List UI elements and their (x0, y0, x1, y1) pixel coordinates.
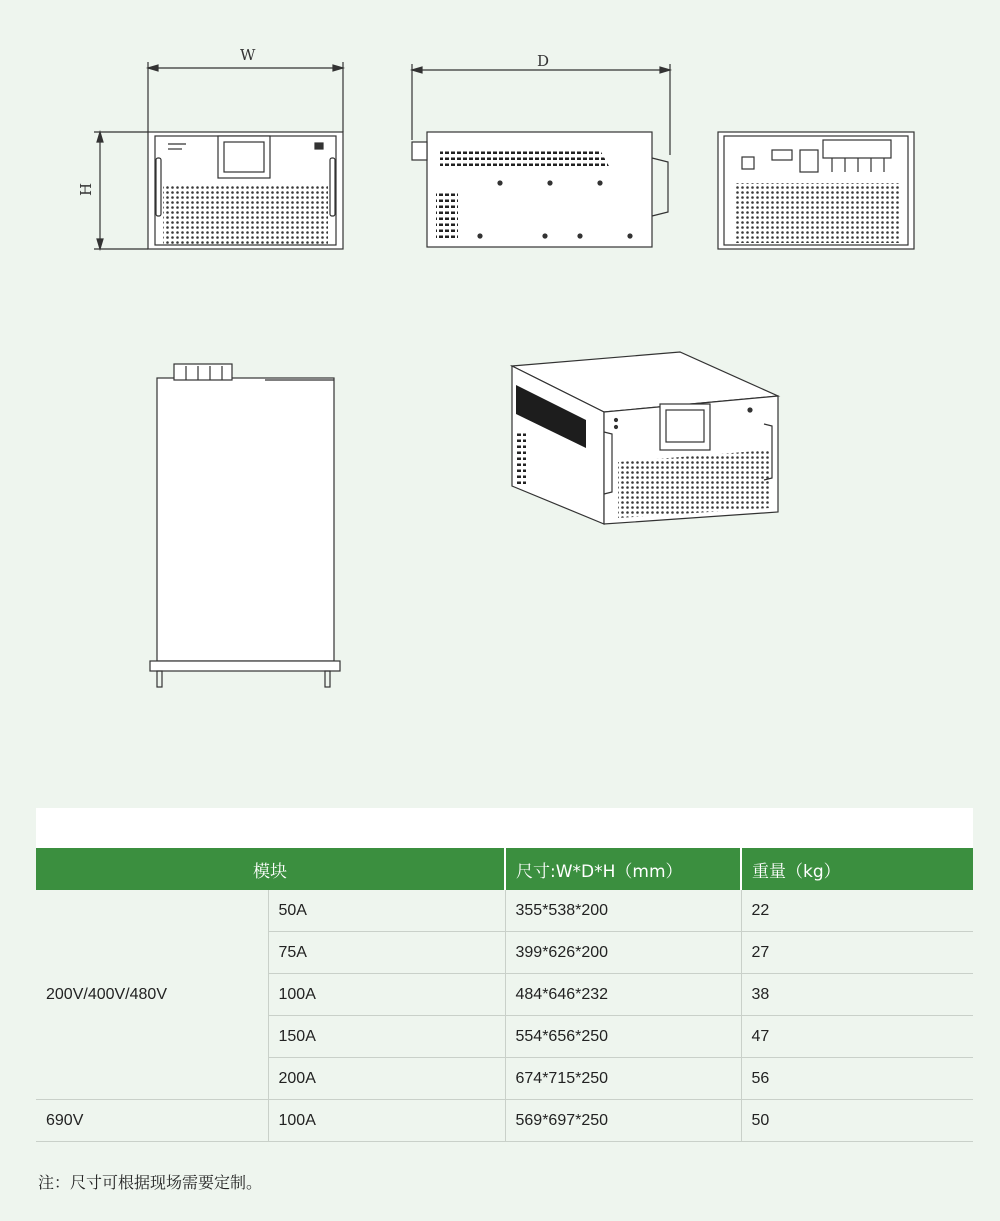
current-cell: 200A (268, 1058, 505, 1100)
header-weight: 重量（kg） (741, 848, 973, 890)
dim-label-height: H (77, 182, 95, 196)
rear-view (718, 132, 914, 249)
table-row (36, 890, 973, 932)
weight-cell: 38 (741, 974, 973, 1016)
header-size: 尺寸:W*D*H（mm） (505, 848, 741, 890)
top-view (150, 364, 340, 687)
size-cell: 399*626*200 (505, 932, 741, 974)
spec-table (36, 848, 973, 1142)
voltage-cell: 200V/400V/480V (36, 890, 268, 1100)
weight-cell: 22 (741, 890, 973, 932)
spec-table-container (36, 808, 973, 1142)
size-cell: 674*715*250 (505, 1058, 741, 1100)
dim-label-width: W (240, 46, 256, 64)
front-view (94, 62, 343, 249)
header-module: 模块 (36, 848, 505, 890)
table-header-band (36, 808, 973, 848)
current-cell: 75A (268, 932, 505, 974)
size-cell: 569*697*250 (505, 1100, 741, 1142)
side-view (412, 64, 670, 247)
current-cell: 100A (268, 1100, 505, 1142)
table-row (36, 1100, 973, 1142)
footnote: 注：尺寸可根据现场需要定制。 (38, 1173, 263, 1192)
current-cell: 150A (268, 1016, 505, 1058)
iso-view (512, 352, 778, 524)
current-cell: 100A (268, 974, 505, 1016)
weight-cell: 27 (741, 932, 973, 974)
dim-label-depth: D (537, 52, 550, 70)
size-cell: 554*656*250 (505, 1016, 741, 1058)
voltage-cell: 690V (36, 1100, 268, 1142)
weight-cell: 50 (741, 1100, 973, 1142)
size-cell: 355*538*200 (505, 890, 741, 932)
current-cell: 50A (268, 890, 505, 932)
weight-cell: 47 (741, 1016, 973, 1058)
size-cell: 484*646*232 (505, 974, 741, 1016)
weight-cell: 56 (741, 1058, 973, 1100)
table-header-row (36, 848, 973, 890)
